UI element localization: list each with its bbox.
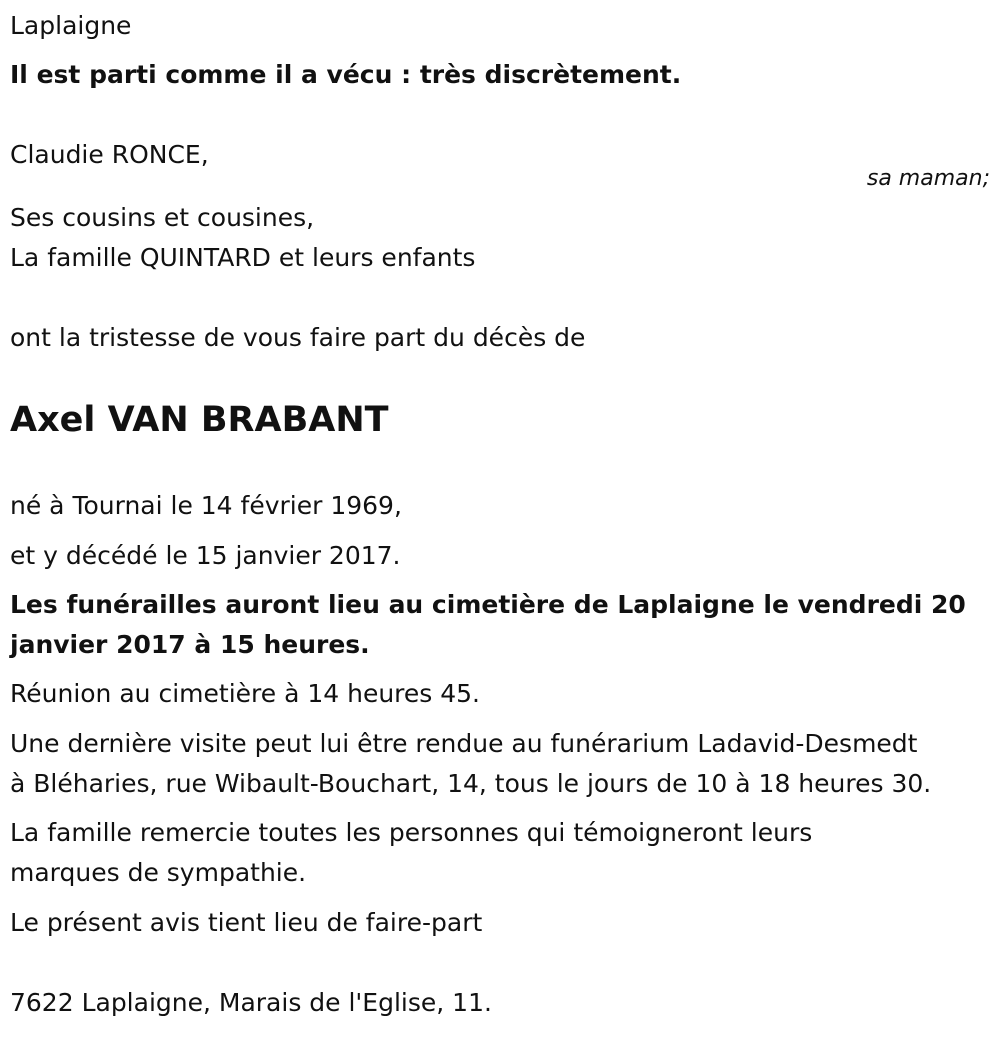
visit-info: Une dernière visite peut lui être rendue au funérarium Ladavid-Desmedt [10,729,918,758]
motto: Il est parti comme il a vécu : très discrètement. [10,60,682,89]
family-line: Ses cousins et cousines, [10,203,315,232]
funeral-info: janvier 2017 à 15 heures. [10,630,370,659]
mother-relation: sa maman; [866,166,990,191]
family-line: La famille QUINTARD et leurs enfants [10,243,476,272]
funeral-info: Les funérailles auront lieu au cimetière de Laplaigne le vendredi 20 [10,590,966,619]
meeting-info: Réunion au cimetière à 14 heures 45. [10,679,481,708]
address: 7622 Laplaigne, Marais de l'Eglise, 11. [10,988,492,1017]
notice-text: Le présent avis tient lieu de faire-part [10,908,483,937]
death-info: et y décédé le 15 janvier 2017. [10,541,401,570]
deceased-name: Axel VAN BRABANT [10,400,389,440]
visit-info: à Bléharies, rue Wibault-Bouchart, 14, tous le jours de 10 à 18 heures 30. [10,769,932,798]
mother-name: Claudie RONCE, [10,140,209,169]
thanks-text: marques de sympathie. [10,858,307,887]
place-header: Laplaigne [10,11,132,40]
birth-info: né à Tournai le 14 février 1969, [10,491,402,520]
thanks-text: La famille remercie toutes les personnes qui témoigneront leurs [10,818,813,847]
announcement: ont la tristesse de vous faire part du décès de [10,323,586,352]
